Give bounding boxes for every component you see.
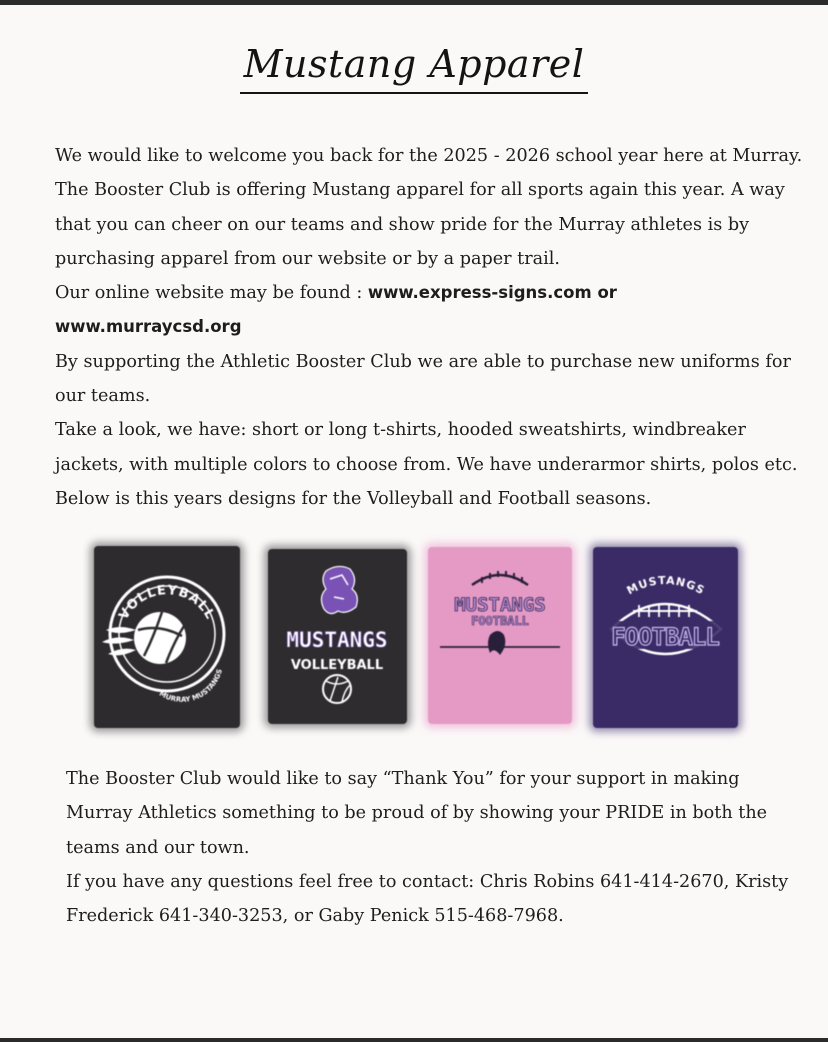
volleyball-circle-design (94, 546, 240, 728)
design-2-top-text: MUSTANGS (286, 628, 388, 652)
website-paragraph (55, 276, 805, 345)
welcome-paragraph: We would like to welcome you back for the 2025 - 2026 school year here at Murray. The Booster Club is offering Mustang apparel for all sports again this year. A way that you can cheer on our teams and show pride for the Murray athletes is by purchasing apparel from our website or by a paper trail. (55, 146, 803, 269)
website-link-express[interactable]: www.express-signs.com (367, 283, 592, 303)
top-border (0, 0, 828, 5)
design-3-bottom-text: FOOTBALL (471, 614, 529, 628)
svg-text:MUSTANGS (625, 574, 707, 598)
design-4-bottom-text: FOOTBALL (611, 623, 719, 651)
design-2-bottom-text: VOLLEYBALL (290, 658, 384, 673)
mustangs-football-pink-design (428, 547, 572, 724)
bottom-border (0, 1038, 828, 1042)
products-paragraph: Take a look, we have: short or long t-shirts, hooded sweatshirts, windbreaker jackets, with multiple colors to choose from. We have underarmor shirts, polos etc. Below is this years designs for the Volleyball and Football seasons. (55, 420, 798, 509)
page-title-text: Mustang Apparel (240, 42, 589, 94)
website-prefix: Our online website may be found : (55, 283, 368, 304)
design-1-bottom-text: MURRAY MUSTANGS (157, 668, 224, 704)
design-3-top-text: MUSTANGS (454, 594, 546, 616)
support-paragraph: By supporting the Athletic Booster Club we are able to purchase new uniforms for our teams. (55, 351, 791, 407)
design-4-top-text: MUSTANGS (624, 573, 708, 598)
mustangs-volleyball-design (268, 549, 407, 724)
page-title (0, 42, 828, 94)
thank-you-paragraph: The Booster Club would like to say “Thank You” for your support in making Murray Athletics something to be proud of by showing your PRIDE in both the teams and our town. (66, 769, 768, 858)
intro-section (55, 139, 805, 516)
outro-section (66, 762, 806, 933)
mustangs-football-purple-design (593, 547, 738, 728)
website-link-murraycsd[interactable]: www.murraycsd.org (55, 317, 242, 337)
design-1-top-text: VOLLEYBALL (116, 583, 218, 623)
website-or: or (591, 283, 617, 303)
contact-paragraph: If you have any questions feel free to contact: Chris Robins 641-414-2670, Kristy Frederick 641-340-3253, or Gaby Penick 515-468-7968. (66, 871, 789, 927)
